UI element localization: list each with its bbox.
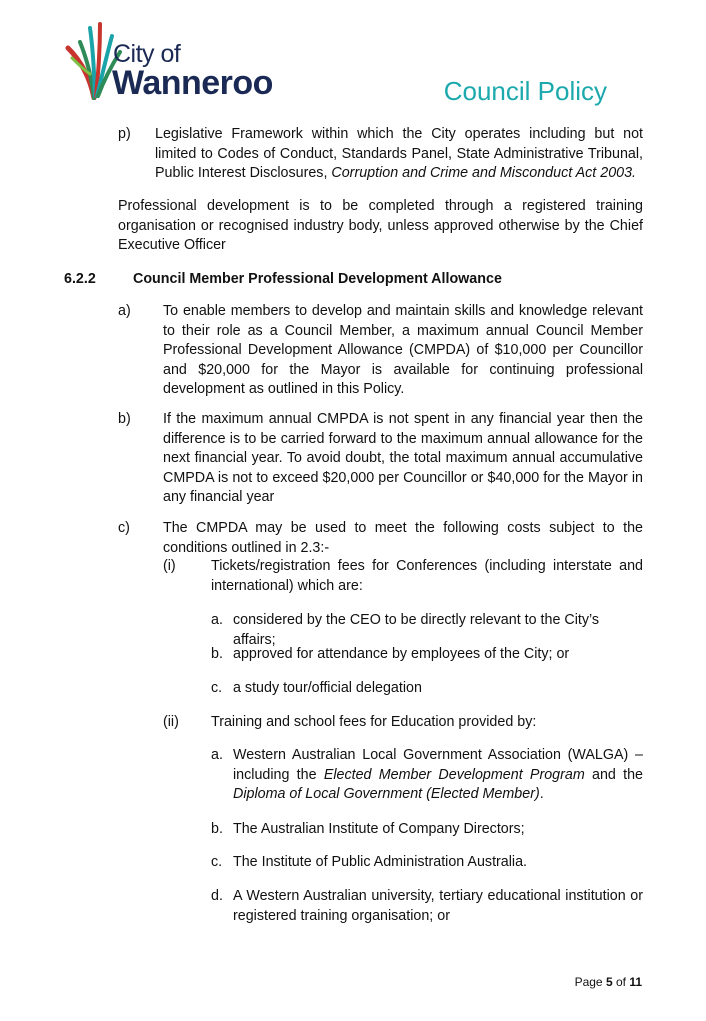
item-marker-p: p)	[118, 126, 131, 142]
item-p-italic: Corruption and Crime and Misconduct Act 2003.	[331, 165, 637, 181]
item-text-c: The CMPDA may be used to meet the following costs subject to the conditions outlined in 2.3:-	[163, 520, 643, 556]
item-marker-b: b)	[118, 411, 131, 427]
item-text-a: To enable members to develop and maintain skills and knowledge relevant to their role as a Council Member, a maximum annual Council Member Professional Development Allowance (CMPDA) of $10,000 per Councillor and $20,000 for the Mayor is available for continuing professional development as outlined in this Policy.	[163, 303, 643, 397]
walga-text-1: Western Australian Local Government Association (WALGA) – including the	[233, 747, 643, 783]
page-total: 11	[629, 975, 642, 989]
item-text-b: If the maximum annual CMPDA is not spent in any financial year then the difference is to be carried forward to the maximum annual allowance for the next financial year. To avoid doubt, the total maximum annual accumulative CMPDA is not to exceed $20,000 per Councillor or $40,000 for the Mayor in any financial year	[163, 411, 643, 505]
page-number	[575, 975, 642, 989]
section-title: Council Member Professional Development Allowance	[133, 271, 502, 287]
item-marker-c: c)	[118, 520, 130, 536]
walga-italic-2: Diploma of Local Government (Elected Member)	[233, 786, 540, 802]
list-item: The Institute of Public Administration Australia.	[233, 854, 528, 870]
logo-text-city-of: City of	[113, 40, 181, 68]
list-marker: a.	[211, 612, 223, 628]
list-marker: c.	[211, 680, 223, 696]
page-current: 5	[605, 975, 613, 989]
item-p-text: Legislative Framework within which the City operates including but not limited to Codes of Conduct, Standards Panel, State Administrative Tribunal, Public Interest Disclosures,	[155, 126, 643, 181]
paragraph-professional-development: Professional development is to be completed through a registered training organisation or recognised industry body, unless approved otherwise by the Chief Executive Officer	[118, 198, 643, 253]
walga-text-3: .	[539, 786, 544, 802]
item-text-p	[155, 125, 643, 184]
page-label: Page	[574, 975, 606, 989]
list-item: The Australian Institute of Company Directors;	[233, 821, 525, 837]
sub-marker-ii: (ii)	[163, 714, 179, 730]
list-marker: b.	[211, 821, 223, 837]
logo-text-wanneroo: Wanneroo	[112, 64, 273, 102]
list-marker: d.	[211, 888, 223, 904]
list-item: a study tour/official delegation	[233, 680, 422, 696]
sub-marker-i: (i)	[163, 558, 176, 574]
section-number: 6.2.2	[64, 271, 96, 287]
list-item: A Western Australian university, tertiary educational institution or registered training organisation; or	[233, 888, 643, 924]
list-marker: c.	[211, 854, 223, 870]
sub-text-i: Tickets/registration fees for Conferences (including interstate and international) which are:	[211, 558, 643, 594]
list-marker: b.	[211, 646, 223, 662]
document-title: Council Policy	[443, 76, 607, 106]
sub-text-ii: Training and school fees for Education provided by:	[211, 714, 537, 730]
list-item: considered by the CEO to be directly relevant to the City’s affairs;	[233, 612, 600, 648]
list-item	[233, 746, 643, 805]
item-marker-a: a)	[118, 303, 131, 319]
walga-text-2: and the	[584, 766, 643, 783]
walga-italic-1: Elected Member Development Program	[323, 766, 585, 783]
page-of-label: of	[612, 975, 630, 989]
list-item: approved for attendance by employees of the City; or	[233, 646, 570, 662]
list-marker: a.	[211, 747, 223, 763]
